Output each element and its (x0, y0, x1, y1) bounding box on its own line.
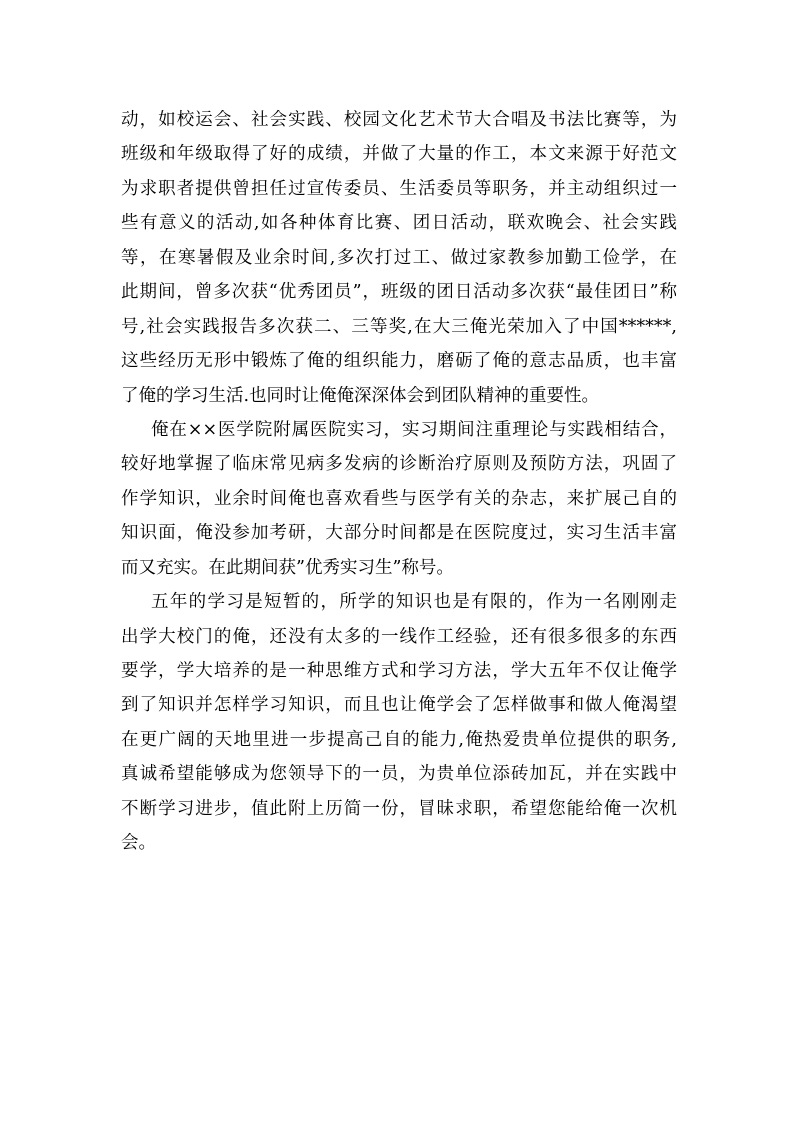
text-line: 出学大校门的俺，还没有太多的一线作工经验，还有很多很多的东西 (121, 626, 677, 647)
text-line: 号,社会实践报告多次获二、三等奖,在大三俺光荣加入了中国******, (121, 316, 677, 337)
text-line: 作学知识，业余时间俺也喜欢看些与医学有关的杂志，来扩展己自的 (121, 488, 677, 509)
text-line: 真诚希望能够成为您领导下的一员，为贵单位添砖加瓦，并在实践中 (121, 764, 677, 785)
text-line: 俺在××医学院附属医院实习，实习期间注重理论与实践相结合， (151, 419, 677, 440)
text-line: 班级和年级取得了好的成绩，并做了大量的作工，本文来源于好范文 (121, 144, 677, 165)
paragraph-activities (121, 103, 677, 413)
paragraph-conclusion (121, 585, 677, 861)
text-line: 要学，学大培养的是一种思维方式和学习方法，学大五年不仅让俺学 (121, 661, 677, 681)
text-line: 会。 (121, 833, 156, 854)
text-line: 为求职者提供曾担任过宣传委员、生活委员等职务，并主动组织过一 (121, 178, 677, 199)
text-line: 了俺的学习生活.也同时让俺俺深深体会到团队精神的重要性。 (121, 385, 600, 406)
text-line: 这些经历无形中锻炼了俺的组织能力，磨砺了俺的意志品质，也丰富 (121, 351, 677, 372)
text-line: 而又充实。在此期间获”优秀实习生”称号。 (121, 557, 454, 578)
paragraph-internship (121, 413, 677, 585)
text-line: 五年的学习是短暂的，所学的知识也是有限的，作为一名刚刚走 (151, 592, 677, 613)
text-line: 等，在寒暑假及业余时间,多次打过工、做过家教参加勤工俭学，在 (121, 247, 677, 268)
document-body (121, 103, 677, 861)
text-line: 到了知识并怎样学习知识，而且也让俺学会了怎样做事和做人俺渴望 (121, 695, 677, 716)
text-line: 动，如校运会、社会实践、校园文化艺术节大合唱及书法比赛等，为 (121, 110, 677, 130)
text-line: 此期间，曾多次获“优秀团员”，班级的团日活动多次获“最佳团日”称 (121, 282, 677, 303)
text-line: 知识面，俺没参加考研，大部分时间都是在医院度过，实习生活丰富 (121, 523, 677, 544)
text-line: 不断学习进步，值此附上历简一份，冒昧求职，希望您能给俺一次机 (121, 798, 677, 819)
text-line: 些有意义的活动,如各种体育比赛、团日活动，联欢晚会、社会实践 (121, 213, 677, 234)
text-line: 在更广阔的天地里进一步提高己自的能力,俺热爱贵单位提供的职务, (121, 729, 677, 750)
text-line: 较好地掌握了临床常见病多发病的诊断治疗原则及预防方法，巩固了 (121, 454, 677, 475)
